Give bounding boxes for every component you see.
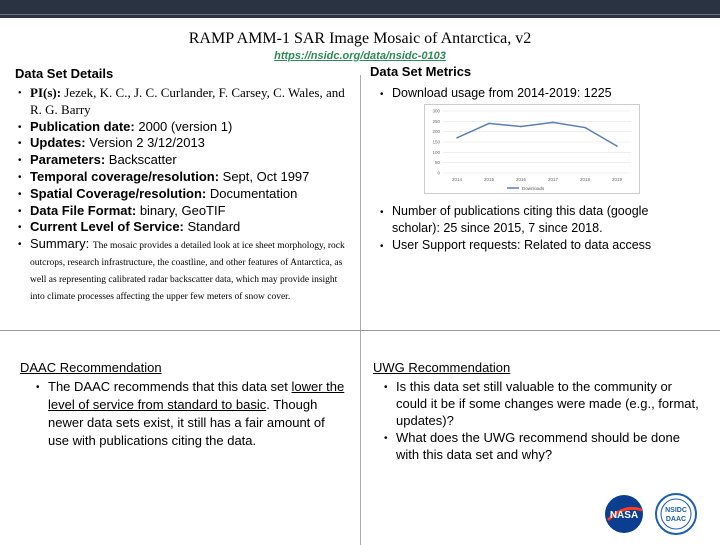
downloads-series-line [457,122,617,146]
svg-text:NASA: NASA [609,510,639,521]
x-tick-label: 2017 [547,177,559,182]
x-tick-label: 2019 [611,177,623,182]
nasa-logo [605,495,643,533]
x-tick-label: 2014 [451,177,463,182]
data-point [552,122,554,124]
summary-item: • Summary: The mosaic provides a detailed look at ice sheet morphology, rock outcrops, research infrastructure, the coastline, and other features of Antarctica, as well as representing calibrated radar backscatter data, which may provide insight into climate processes affecting the upper few meters of snow cover. [30,236,350,303]
publication-item: • Publication date: 2000 (version 1) [30,119,350,136]
x-tick-label: 2018 [579,177,591,182]
details-list [30,85,350,303]
section-divider [0,330,720,331]
y-tick-label: 150 [432,139,440,145]
y-tick-label: 0 [437,170,440,176]
legend-label: Downloads [522,186,545,191]
publications-item: • Number of publications citing this data (google scholar): 25 since 2015, 7 since 2018. [392,203,692,237]
service-item: • Current Level of Service: Standard [30,219,350,236]
daac-list [48,378,348,450]
y-tick-label: 300 [432,108,440,114]
dataset-link[interactable]: https://nsidc.org/data/nsidc-0103 [274,50,446,62]
spatial-item: • Spatial Coverage/resolution: Documentation [30,186,350,203]
svg-text:DAAC: DAAC [665,516,687,523]
uwg-list [396,378,706,463]
data-point [456,137,458,139]
y-tick-label: 250 [432,118,440,124]
y-tick-label: 100 [432,149,440,155]
logos [604,492,700,536]
page-title: RAMP AMM-1 SAR Image Mosaic of Antarctica, v2 [188,30,532,47]
support-item: • User Support requests: Related to data access [392,237,692,254]
y-tick-label: 50 [434,160,440,166]
format-item: • Data File Format: binary, GeoTIF [30,203,350,220]
data-point [520,126,522,128]
metrics-list-2 [392,203,692,254]
uwg-question-1: • Is this data set still valuable to the community or could it be if some changes were made (e.g., format, updates)? [396,378,706,429]
pis-item: • PI(s): Jezek, K. C., J. C. Curlander, F. Carsey, C. Wales, and R. G. Barry [30,85,350,119]
uwg-header: UWG Recommendation [373,360,511,375]
details-header: Data Set Details [15,66,114,81]
updates-item: • Updates: Version 2 3/12/2013 [30,135,350,152]
column-divider [360,75,361,545]
metrics-list [392,85,692,102]
temporal-item: • Temporal coverage/resolution: Sept, Oct 1997 [30,169,350,186]
parameters-item: • Parameters: Backscatter [30,152,350,169]
x-tick-label: 2015 [483,177,495,182]
y-tick-label: 200 [432,129,440,135]
data-point [584,127,586,129]
data-point [488,123,490,125]
downloads-chart [424,104,640,194]
daac-recommendation: • The DAAC recommends that this data set lower the level of service from standard to basic. Though newer data sets exist, it still has a fair amount of use with publications citing the data. [48,378,348,450]
data-point [616,145,618,147]
uwg-question-2: • What does the UWG recommend should be done with this data set and why? [396,429,706,463]
daac-header: DAAC Recommendation [20,360,162,375]
svg-text:NSIDC: NSIDC [665,507,687,514]
x-tick-label: 2016 [515,177,527,182]
download-item: • Download usage from 2014-2019: 1225 [392,85,692,102]
metrics-header: Data Set Metrics [370,64,472,79]
top-banner [0,0,720,18]
nsidc-daac-logo [656,494,696,534]
